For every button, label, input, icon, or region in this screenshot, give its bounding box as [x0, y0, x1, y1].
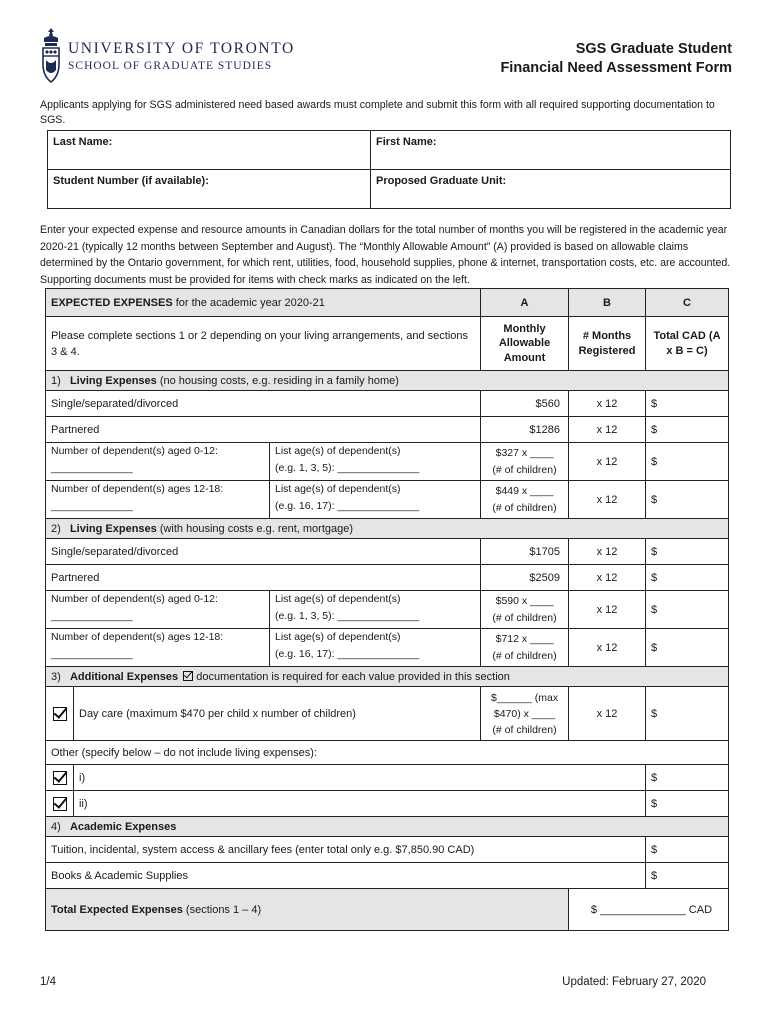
total-input[interactable]: $: [646, 591, 729, 629]
other-ii-checkbox[interactable]: [53, 797, 67, 811]
other-i-input[interactable]: i): [74, 765, 646, 791]
school-name: SCHOOL OF GRADUATE STUDIES: [68, 60, 273, 72]
months-registered-header: # Months Registered: [569, 317, 646, 371]
first-name-field[interactable]: First Name:: [371, 131, 731, 170]
dependent-count-input[interactable]: ______________: [51, 610, 133, 622]
updated-date: Updated: February 27, 2020: [562, 976, 706, 988]
total-input[interactable]: $: [646, 863, 729, 889]
table-row: Single/separated/divorced $1705 x 12 $: [46, 539, 729, 565]
table-row: Number of dependent(s) aged 0-12: ______________ List age(s) of dependent(s) (e.g. 1, 3, 5): ______________ $590 x ____ (# of children) x 12 $: [46, 591, 729, 629]
total-input[interactable]: $: [646, 837, 729, 863]
last-name-field[interactable]: Last Name:: [48, 131, 371, 170]
table-row: [46, 791, 729, 817]
expenses-heading: EXPECTED EXPENSES for the academic year 2020-21: [46, 289, 481, 317]
university-crest-logo: [40, 26, 62, 84]
section-4-title: 4) Academic Expenses: [46, 817, 729, 837]
instructions-text: Enter your expected expense and resource amounts in Canadian dollars for the total number of months you will be registered in the academic year 2020-21 (typically 12 months between September and August). The “Monthly Allowable Amount” (A) provided is based on allowable claims determined by the Ontario government, for which rent, utilities, food, household supplies, phone & internet, transportation costs, etc. are accounted. Supporting documents must be provided for items with check marks as indicated on the left.: [40, 224, 731, 286]
table-row: [46, 765, 729, 791]
section-4-header: [46, 817, 729, 837]
table-row: Number of dependent(s) ages 12-18: ______________ List age(s) of dependent(s) (e.g. 16, 17): ______________ $712 x ____ (# of children) x 12 $: [46, 629, 729, 667]
total-input[interactable]: $: [646, 539, 729, 565]
section-2-title: 2) Living Expenses (with housing costs e.g. rent, mortgage): [46, 519, 729, 539]
dependent-ages-input[interactable]: (e.g. 1, 3, 5): ______________: [275, 610, 420, 622]
total-row: [46, 889, 729, 931]
total-input[interactable]: $: [646, 443, 729, 481]
table-row: Number of dependent(s) ages 12-18: ______________ List age(s) of dependent(s) (e.g. 16, 17): ______________ $449 x ____ (# of children) x 12 $: [46, 481, 729, 519]
total-expected-expenses-input[interactable]: $ ______________ CAD: [569, 889, 729, 931]
table-header-row: [46, 289, 729, 317]
intro-text: Applicants applying for SGS administered need based awards must complete and submit this form with all required supporting documentation to SGS.: [40, 99, 715, 126]
total-input[interactable]: $: [646, 391, 729, 417]
dependent-ages-input[interactable]: (e.g. 16, 17): ______________: [275, 500, 420, 512]
dependent-ages-input[interactable]: (e.g. 1, 3, 5): ______________: [275, 462, 420, 474]
total-label: Total Expected Expenses (sections 1 – 4): [46, 889, 569, 931]
page-number: 1/4: [40, 976, 56, 988]
total-input[interactable]: $: [646, 687, 729, 741]
total-input[interactable]: $: [646, 417, 729, 443]
table-row: Day care (maximum $470 per child x number of children) $______ (max $470) x ____ (# of children) x 12 $: [46, 687, 729, 741]
total-input[interactable]: $: [646, 565, 729, 591]
section-1-header: [46, 371, 729, 391]
applicant-info-table: [47, 130, 731, 209]
student-number-field[interactable]: Student Number (if available):: [48, 170, 371, 209]
dependent-count-input[interactable]: ______________: [51, 648, 133, 660]
column-description-row: [46, 317, 729, 371]
form-title-line-2: Financial Need Assessment Form: [500, 60, 732, 76]
monthly-allowable-amount-header: Monthly Allowable Amount: [481, 317, 569, 371]
total-input[interactable]: $: [646, 765, 729, 791]
table-subheading: Please complete sections 1 or 2 depending on your living arrangements, and sections 3 & 4.: [46, 317, 481, 371]
form-title-line-1: SGS Graduate Student: [575, 41, 732, 57]
table-row: Single/separated/divorced $560 x 12 $: [46, 391, 729, 417]
dependent-count-input[interactable]: ______________: [51, 462, 133, 474]
other-ii-input[interactable]: ii): [74, 791, 646, 817]
form-title: [500, 40, 732, 78]
total-input[interactable]: $: [646, 791, 729, 817]
table-row: Partnered $2509 x 12 $: [46, 565, 729, 591]
daycare-checkbox[interactable]: [53, 707, 67, 721]
section-3-title: 3) Additional Expenses documentation is required for each value provided in this section: [46, 667, 729, 687]
table-row: Other (specify below – do not include living expenses):: [46, 741, 729, 765]
table-row: Number of dependent(s) aged 0-12: ______________ List age(s) of dependent(s) (e.g. 1, 3, 5): ______________ $327 x ____ (# of children) x 12 $: [46, 443, 729, 481]
column-c-header: C: [646, 289, 729, 317]
total-input[interactable]: $: [646, 629, 729, 667]
total-cad-header: Total CAD (A x B = C): [646, 317, 729, 371]
section-3-header: [46, 667, 729, 687]
university-name: UNIVERSITY OF TORONTO: [68, 40, 295, 57]
dependent-count-input[interactable]: ______________: [51, 500, 133, 512]
total-input[interactable]: $: [646, 481, 729, 519]
table-row: Partnered $1286 x 12 $: [46, 417, 729, 443]
table-row: Books & Academic Supplies $: [46, 863, 729, 889]
section-1-title: 1) Living Expenses (no housing costs, e.g. residing in a family home): [46, 371, 729, 391]
other-i-checkbox[interactable]: [53, 771, 67, 785]
graduate-unit-field[interactable]: Proposed Graduate Unit:: [371, 170, 731, 209]
table-row: Tuition, incidental, system access & ancillary fees (enter total only e.g. $7,850.90 CAD) $: [46, 837, 729, 863]
column-b-header: B: [569, 289, 646, 317]
column-a-header: A: [481, 289, 569, 317]
checkbox-icon: [183, 671, 193, 681]
dependent-ages-input[interactable]: (e.g. 16, 17): ______________: [275, 648, 420, 660]
section-2-header: [46, 519, 729, 539]
expected-expenses-table: [45, 288, 729, 931]
